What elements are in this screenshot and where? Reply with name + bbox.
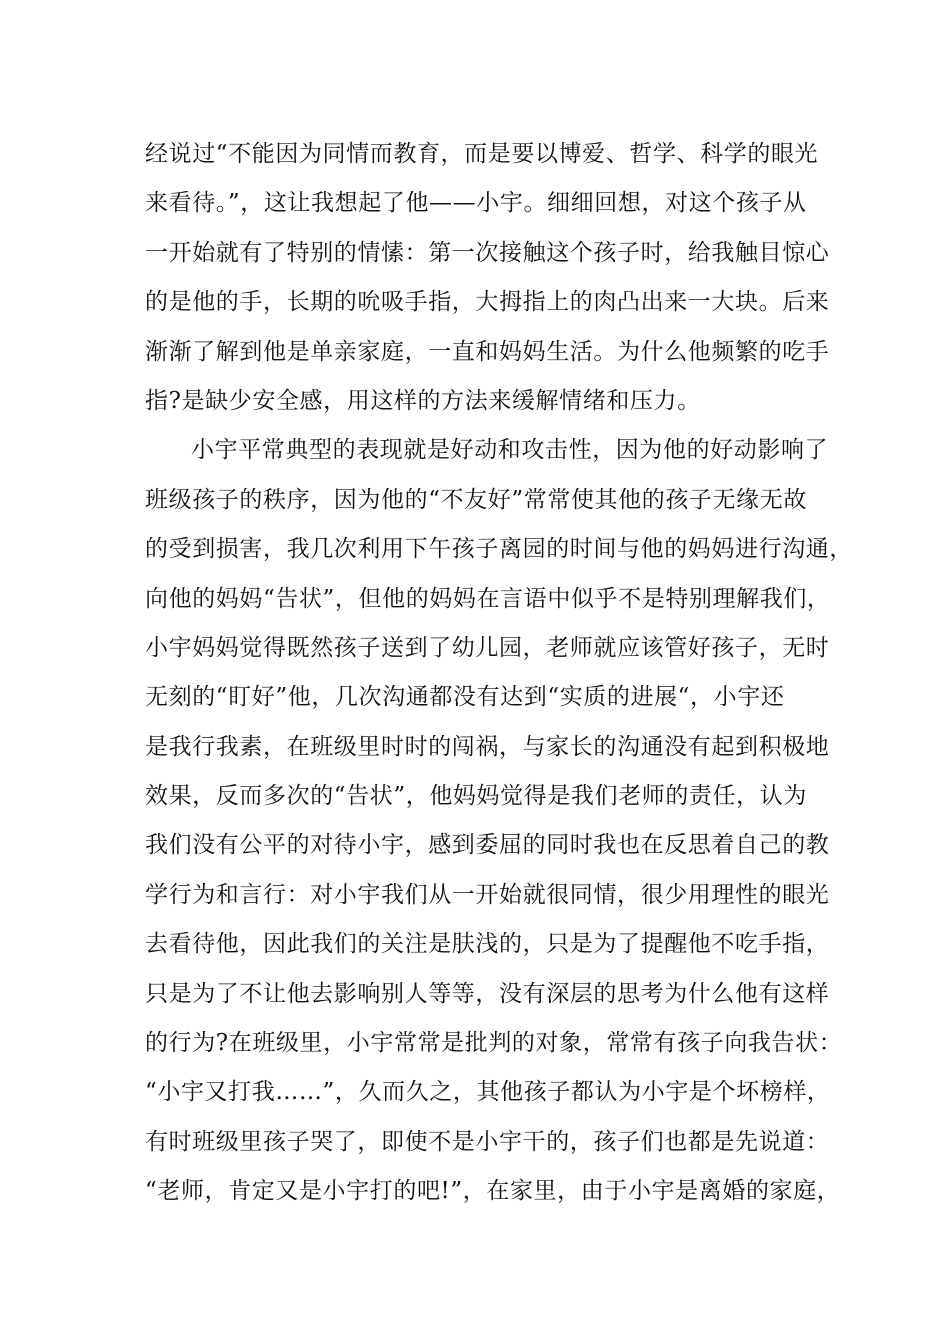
paragraph-2 (145, 426, 853, 1216)
text-line: “小宇又打我……”，久而久之，其他孩子都认为小宇是个坏榜样， (145, 1079, 831, 1106)
text-line: 小宇平常典型的表现就是好动和攻击性，因为他的好动影响了 (191, 437, 829, 464)
text-line: 的行为?在班级里，小宇常常是批判的对象，常常有孩子向我告状： (145, 1030, 843, 1057)
text-line: 向他的妈妈“告状”，但他的妈妈在言语中似乎不是特别理解我们， (145, 585, 831, 612)
text-line: 只是为了不让他去影响别人等等，没有深层的思考为什么他有这样 (145, 980, 830, 1007)
text-line: “老师，肯定又是小宇打的吧!”，在家里，由于小宇是离婚的家庭， (145, 1178, 841, 1205)
paragraph-1 (145, 130, 830, 426)
text-line: 的受到损害，我几次利用下午孩子离园的时间与他的妈妈进行沟通， (145, 536, 853, 563)
text-line: 有时班级里孩子哭了，即使不是小宇干的，孩子们也都是先说道： (145, 1128, 830, 1155)
text-line: 经说过“不能因为同情而教育，而是要以博爱、哲学、科学的眼光 (145, 141, 819, 167)
document-page (145, 130, 853, 1217)
text-line: 来看待。”，这让我想起了他——小宇。细细回想，对这个孩子从 (145, 190, 807, 217)
text-line: 渐渐了解到他是单亲家庭，一直和妈妈生活。为什么他频繁的吃手 (145, 338, 830, 365)
text-line: 班级孩子的秩序，因为他的“不友好”常常使其他的孩子无缘无故 (145, 486, 807, 513)
text-line: 小宇妈妈觉得既然孩子送到了幼儿园，老师就应该管好孩子，无时 (145, 634, 830, 661)
text-line: 去看待他，因此我们的关注是肤浅的，只是为了提醒他不吃手指， (145, 931, 830, 958)
text-line: 一开始就有了特别的情愫：第一次接触这个孩子时，给我触目惊心 (145, 239, 830, 266)
text-line: 效果，反而多次的“告状”，他妈妈觉得是我们老师的责任，认为 (145, 783, 807, 810)
text-line: 的是他的手，长期的吮吸手指，大拇指上的肉凸出来一大块。后来 (145, 289, 830, 316)
text-line: 是我行我素，在班级里时时的闯祸，与家长的沟通没有起到积极地 (145, 733, 830, 760)
text-line: 学行为和言行：对小宇我们从一开始就很同情，很少用理性的眼光 (145, 881, 830, 908)
text-line: 指?是缺少安全感，用这样的方法来缓解情绪和压力。 (145, 387, 701, 414)
text-line: 我们没有公平的对待小宇，感到委屈的同时我也在反思着自己的教 (145, 832, 830, 859)
text-line: 无刻的“盯好”他，几次沟通都没有达到“实质的进展“，小宇还 (145, 684, 785, 711)
